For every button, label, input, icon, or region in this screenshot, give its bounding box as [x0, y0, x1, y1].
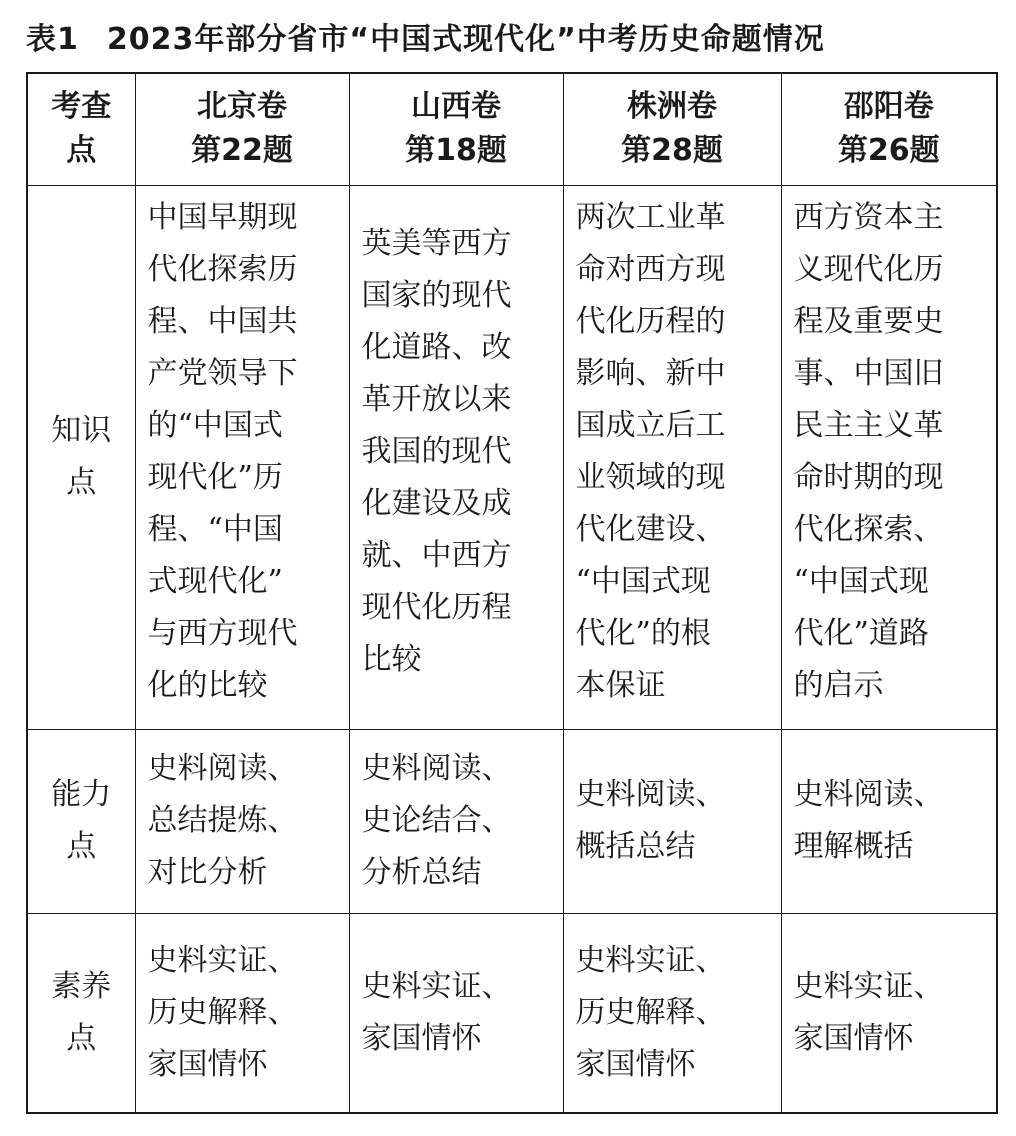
cell-line: 家国情怀	[147, 1046, 268, 1082]
cell-knowledge-zhuzhou	[563, 185, 781, 729]
cell-line: 就、中西方	[361, 537, 512, 573]
cell-literacy-zhuzhou	[563, 913, 781, 1113]
table-caption	[26, 12, 996, 68]
cell-line: 程、中国共	[147, 303, 298, 339]
cell-line: 程、“中国	[147, 511, 283, 547]
cell-line: 国家的现代	[361, 277, 512, 313]
cell-line: 的“中国式	[147, 407, 283, 443]
table-title: 2023年部分省市“中国式现代化”中考历史命题情况	[106, 22, 825, 57]
cell-line: 史料阅读、	[793, 777, 944, 812]
header-shaoyang: 邵阳卷 第26题	[781, 73, 997, 185]
cell-line: 中国早期现	[147, 199, 298, 235]
cell-line: 命对西方现	[575, 251, 726, 287]
cell-line: “中国式现	[793, 563, 929, 599]
cell-line: 比较	[361, 641, 422, 677]
row-literacy	[27, 913, 997, 1113]
cell-line: 化的比较	[147, 667, 268, 703]
cell-literacy-beijing	[135, 913, 349, 1113]
header-zhuzhou: 株洲卷 第28题	[563, 73, 781, 185]
row-knowledge	[27, 185, 997, 729]
cell-line: 与西方现代	[147, 615, 298, 651]
row-label-knowledge: 知识 点	[27, 185, 135, 729]
cell-line: 代化”道路	[793, 615, 929, 651]
cell-line: 历史解释、	[147, 994, 298, 1030]
cell-line: 代化”的根	[575, 615, 711, 651]
cell-line: 业领域的现	[575, 459, 726, 495]
row-label-literacy: 素养 点	[27, 913, 135, 1113]
cell-line: 家国情怀	[575, 1046, 696, 1082]
header-shanxi: 山西卷 第18题	[349, 73, 563, 185]
cell-line: 家国情怀	[361, 1020, 482, 1056]
exam-questions-table	[26, 72, 998, 1114]
cell-line: 化建设及成	[361, 485, 512, 521]
cell-line: 总结提炼、	[147, 803, 298, 838]
cell-line: 对比分析	[147, 855, 268, 890]
cell-line: 国成立后工	[575, 407, 726, 443]
cell-line: 史料实证、	[575, 942, 726, 978]
cell-line: 义现代化历	[793, 251, 944, 287]
cell-line: 程及重要史	[793, 303, 944, 339]
cell-line: 史料阅读、	[147, 751, 298, 786]
cell-line: 事、中国旧	[793, 355, 944, 391]
cell-line: 代化探索、	[793, 511, 944, 547]
cell-knowledge-shaoyang	[781, 185, 997, 729]
cell-line: 史料实证、	[361, 968, 512, 1004]
cell-literacy-shanxi	[349, 913, 563, 1113]
header-beijing: 北京卷 第22题	[135, 73, 349, 185]
cell-line: 本保证	[575, 667, 666, 703]
cell-line: 西方资本主	[793, 199, 944, 235]
header-corner: 考查 点	[27, 73, 135, 185]
cell-line: 两次工业革	[575, 199, 726, 235]
cell-line: 现代化”历	[147, 459, 283, 495]
cell-line: 英美等西方	[361, 225, 512, 261]
cell-line: 产党领导下	[147, 355, 298, 391]
cell-line: 史料实证、	[793, 968, 944, 1004]
cell-ability-shaoyang	[781, 729, 997, 913]
cell-line: 史料阅读、	[575, 777, 726, 812]
header-row	[27, 73, 997, 185]
cell-line: 我国的现代	[361, 433, 512, 469]
cell-line: 家国情怀	[793, 1020, 914, 1056]
cell-line: 史料阅读、	[361, 751, 512, 786]
cell-ability-shanxi	[349, 729, 563, 913]
cell-line: 影响、新中	[575, 355, 726, 391]
cell-line: 式现代化”	[147, 563, 283, 599]
cell-line: 的启示	[793, 667, 884, 703]
cell-line: “中国式现	[575, 563, 711, 599]
cell-line: 史料实证、	[147, 942, 298, 978]
row-label-ability: 能力 点	[27, 729, 135, 913]
cell-literacy-shaoyang	[781, 913, 997, 1113]
cell-ability-zhuzhou	[563, 729, 781, 913]
cell-line: 代化探索历	[147, 251, 298, 287]
cell-line: 代化历程的	[575, 303, 726, 339]
table-number: 表1	[26, 22, 79, 57]
cell-line: 理解概括	[793, 829, 914, 864]
cell-line: 命时期的现	[793, 459, 944, 495]
cell-line: 革开放以来	[361, 381, 512, 417]
cell-line: 史论结合、	[361, 803, 512, 838]
cell-ability-beijing	[135, 729, 349, 913]
cell-line: 代化建设、	[575, 511, 726, 547]
cell-knowledge-shanxi	[349, 185, 563, 729]
cell-line: 分析总结	[361, 855, 482, 890]
cell-line: 化道路、改	[361, 329, 512, 365]
row-ability	[27, 729, 997, 913]
cell-line: 现代化历程	[361, 589, 512, 625]
cell-line: 概括总结	[575, 829, 696, 864]
cell-line: 历史解释、	[575, 994, 726, 1030]
cell-line: 民主主义革	[793, 407, 944, 443]
cell-knowledge-beijing	[135, 185, 349, 729]
